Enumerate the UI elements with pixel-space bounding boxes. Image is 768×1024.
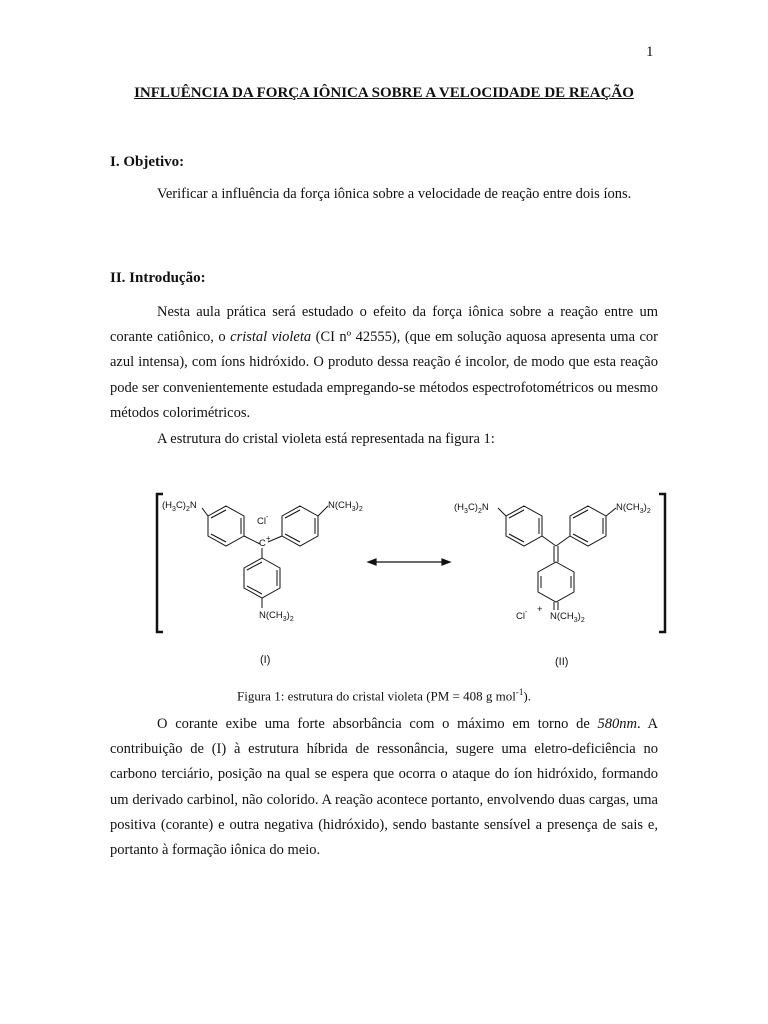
structure-one-central-carbon: C+ <box>259 534 271 549</box>
structure-one-left-group: $(H_3C)_2N$ <box>162 500 197 513</box>
page-number: 1 <box>646 44 654 60</box>
structure-two-charge: + <box>537 604 543 615</box>
wavelength-value: 580nm <box>597 716 637 732</box>
crystal-violet-figure <box>150 484 670 684</box>
crystal-violet-term: cristal violeta <box>230 329 312 346</box>
structure-two-left-group: $(H_3C)_2N$ <box>454 502 489 515</box>
document-title: INFLUÊNCIA DA FORÇA IÔNICA SOBRE A VELOCIDADE DE REAÇÃO <box>134 85 634 101</box>
figure-caption: Figura 1: estrutura do cristal violeta (PM = 408 g mol$^{-1}$). <box>237 687 531 704</box>
introduction-paragraph-2: A estrutura do cristal violeta está representada na figura 1: <box>157 431 495 447</box>
left-bracket <box>157 494 163 632</box>
structure-one-bottom-group: $N(CH_3)_2$ <box>259 610 294 623</box>
structure-one-counterion: Cl- <box>257 514 269 527</box>
structure-one-right-group: $N(CH_3)_2$ <box>328 500 363 513</box>
resonance-structures-drawing <box>150 484 670 684</box>
objective-heading: I. Objetivo: <box>110 154 185 170</box>
structure-two-bottom-group: $N(CH_3)_2$ <box>550 611 585 624</box>
right-bracket <box>659 494 665 632</box>
structure-two-label: (II) <box>555 656 569 668</box>
introduction-paragraph-3: O corante exibe uma forte absorbância com o máximo em torno de 580nm. A contribuição de (I) à estrutura híbrida de ressonância, sugere uma eletro-deficiência no carbono terciário, posição na qual se espera que ocorra o ataque do íon hidróxido, formando um derivado carbinol, não colorido. A reação acontece portanto, envolvendo duas cargas, uma positiva (corante) e outra negativa (hidróxido), sendo bastante sensível a presença de sais e, portanto à formação iônica do meio. <box>110 716 659 859</box>
introduction-heading: II. Introdução: <box>110 270 206 286</box>
objective-paragraph: Verificar a influência da força iônica sobre a velocidade de reação entre dois íons. <box>157 186 632 202</box>
introduction-paragraph-1: Nesta aula prática será estudado o efeito da força iônica sobre a reação entre um corante catiônico, o cristal violeta (CI nº 42555), (que em solução aquosa apresenta uma cor azul intensa), com íons hidróxido. O produto dessa reação é incolor, de modo que esta reação pode ser convenientemente estudada empregando-se métodos espectrofotométricos ou mesmo métodos colorimétricos. <box>110 304 658 421</box>
structure-one-label: (I) <box>260 654 271 666</box>
structure-two-right-group: $N(CH_3)_2$ <box>616 502 651 515</box>
resonance-arrow <box>368 559 450 565</box>
structure-two-counterion: Cl- <box>516 609 528 622</box>
structure-two <box>498 506 616 610</box>
